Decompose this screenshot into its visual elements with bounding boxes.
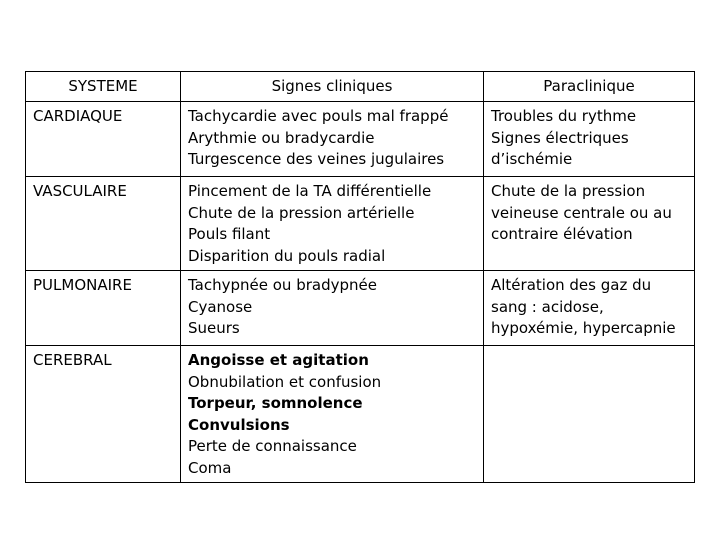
header-row xyxy=(26,72,695,102)
sign-line: Arythmie ou bradycardie xyxy=(188,128,375,147)
row-cardiaque xyxy=(26,102,695,177)
sign-line: Obnubilation et confusion xyxy=(188,372,382,391)
sign-line: Convulsions xyxy=(188,415,290,434)
para-cell xyxy=(484,346,695,483)
para-line: Chute de la pression xyxy=(491,182,646,200)
row-cerebral xyxy=(26,346,695,483)
row-vasculaire xyxy=(26,177,695,271)
para-line: veineuse centrale ou au xyxy=(491,203,672,222)
sign-line: Pincement de la TA différentielle xyxy=(188,182,432,200)
signs-cell xyxy=(181,102,484,177)
header-system: SYSTEME xyxy=(26,72,181,102)
sign-line: Tachypnée ou bradypnée xyxy=(188,276,377,294)
sign-line: Perte de connaissance xyxy=(188,437,357,455)
row-pulmonaire xyxy=(26,271,695,346)
system-cell: PULMONAIRE xyxy=(26,271,181,346)
para-line: d’ischémie xyxy=(491,150,573,168)
sign-line: Turgescence des veines jugulaires xyxy=(188,150,445,168)
system-cell: VASCULAIRE xyxy=(26,177,181,271)
para-line: Troubles du rythme xyxy=(491,107,637,125)
signs-cell xyxy=(181,346,484,483)
signs-cell xyxy=(181,177,484,271)
system-cell: CEREBRAL xyxy=(26,346,181,483)
system-cell: CARDIAQUE xyxy=(26,102,181,177)
para-line: hypoxémie, hypercapnie xyxy=(491,319,676,337)
sign-line: Disparition du pouls radial xyxy=(188,246,386,265)
sign-line: Torpeur, somnolence xyxy=(188,394,363,412)
para-cell xyxy=(484,177,695,271)
para-line: Signes électriques xyxy=(491,128,629,147)
sign-line: Sueurs xyxy=(188,319,240,337)
sign-line: Pouls filant xyxy=(188,225,271,243)
sign-line: Chute de la pression artérielle xyxy=(188,203,415,222)
header-clinical-signs: Signes cliniques xyxy=(181,72,484,102)
header-paraclinical: Paraclinique xyxy=(484,72,695,102)
para-line: sang : acidose, xyxy=(491,297,604,316)
sign-line: Cyanose xyxy=(188,297,253,316)
sign-line: Angoisse et agitation xyxy=(188,351,369,369)
sign-line: Tachycardie avec pouls mal frappé xyxy=(188,107,449,125)
para-cell xyxy=(484,102,695,177)
sign-line: Coma xyxy=(188,458,232,477)
para-line: contraire élévation xyxy=(491,225,633,243)
para-cell xyxy=(484,271,695,346)
para-line: Altération des gaz du xyxy=(491,276,652,294)
signs-cell xyxy=(181,271,484,346)
clinical-signs-table xyxy=(25,71,695,483)
